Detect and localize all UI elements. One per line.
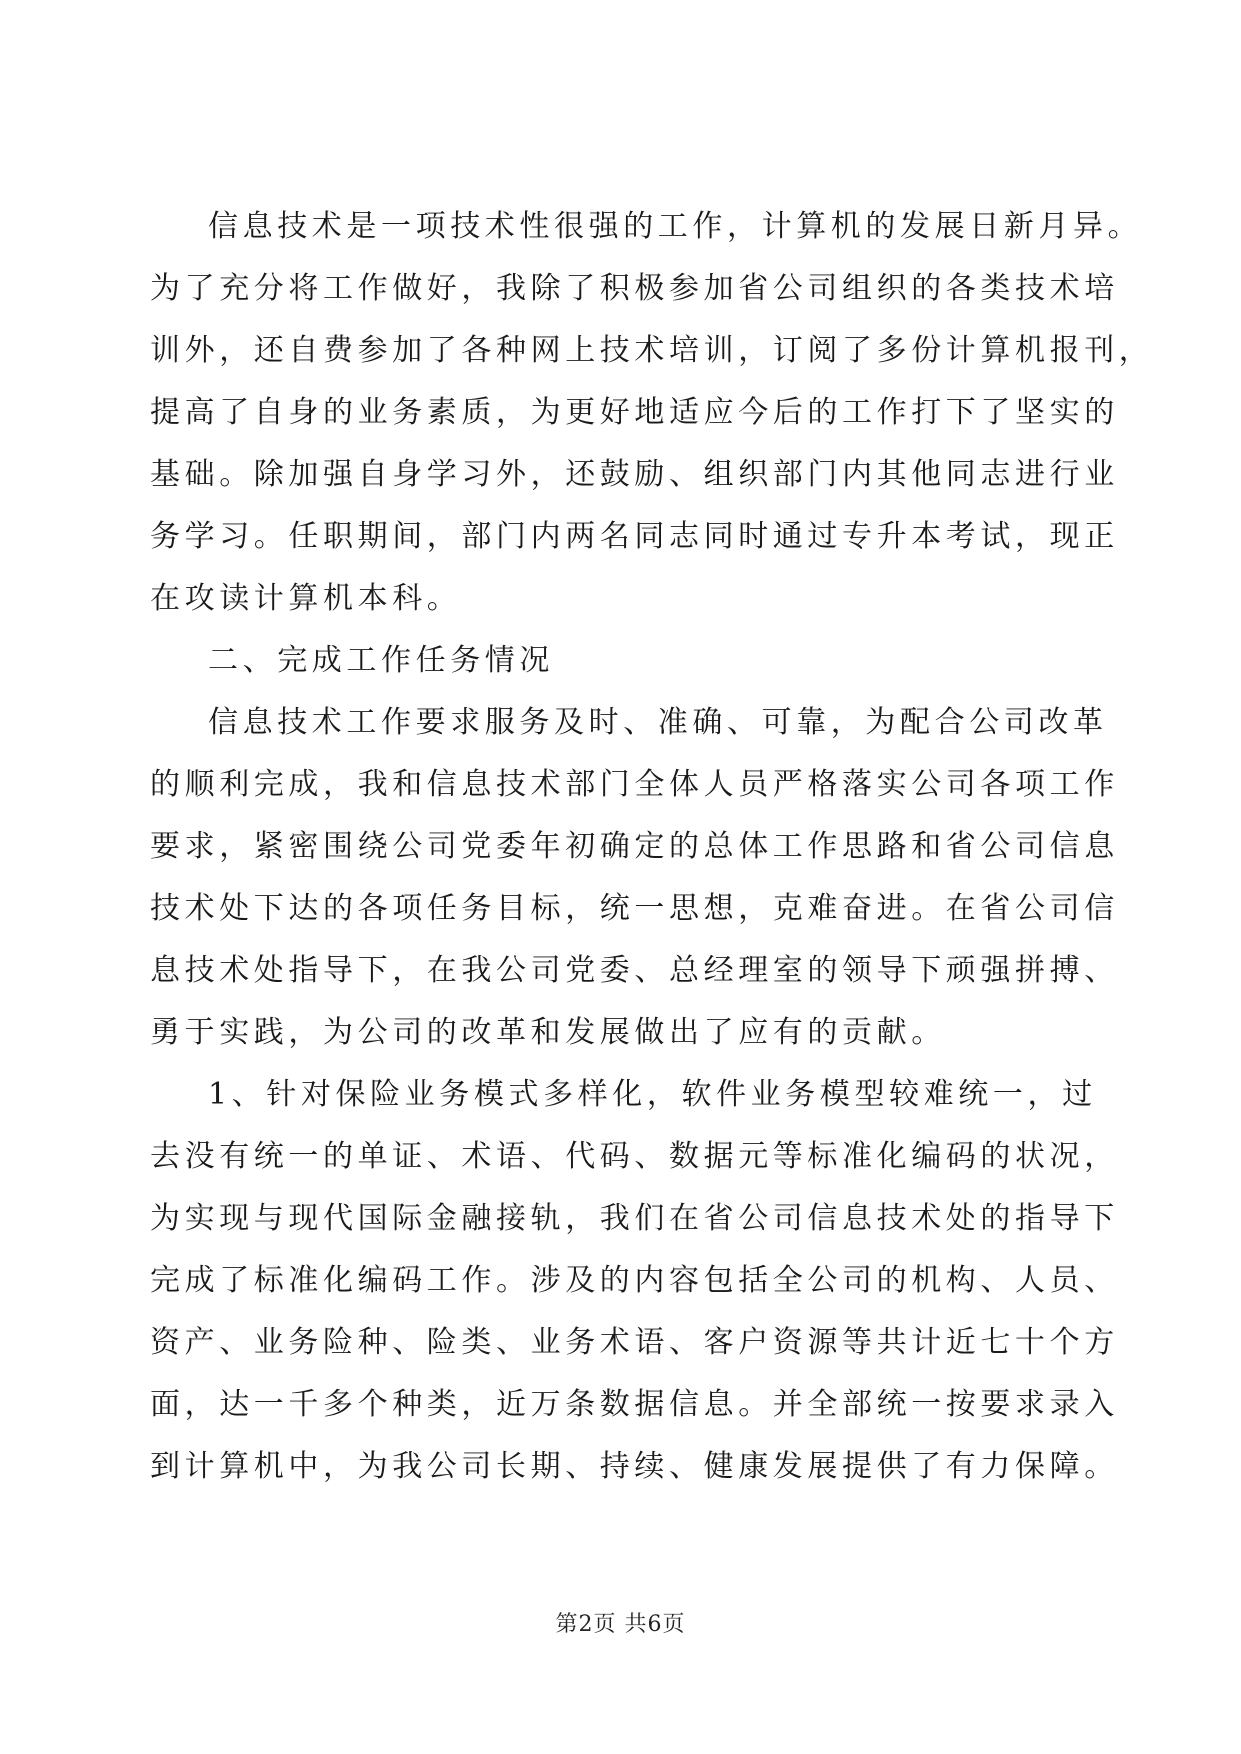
- paragraph-line: [0, 1063, 1241, 1127]
- paragraph-line: [0, 1373, 1241, 1437]
- paragraph-line: [0, 1435, 1241, 1499]
- paragraph-line: [0, 443, 1241, 507]
- line-text: 基础。除加强自身学习外，还鼓励、组织部门内其他同志进行业: [150, 457, 1119, 492]
- paragraph-line: [0, 505, 1241, 569]
- line-text: 务学习。任职期间，部门内两名同志同时通过专升本考试，现正: [150, 519, 1119, 554]
- paragraph-line: [0, 753, 1241, 817]
- paragraph-line: [0, 1311, 1241, 1375]
- paragraph-line: [0, 1249, 1241, 1313]
- paragraph-line: [0, 691, 1241, 755]
- line-text: 提高了自身的业务素质，为更好地适应今后的工作打下了坚实的: [150, 395, 1119, 430]
- page-footer: 第2页 共6页: [555, 1612, 686, 1637]
- paragraph-line: [0, 381, 1241, 445]
- line-text: 息技术处指导下，在我公司党委、总经理室的领导下顽强拼搏、: [150, 953, 1119, 988]
- line-text: 面，达一千多个种类，近万条数据信息。并全部统一按要求录入: [150, 1387, 1119, 1422]
- line-text: 信息技术工作要求服务及时、准确、可靠，为配合公司改革: [208, 705, 1108, 740]
- paragraph-line: [0, 567, 1241, 631]
- paragraph-line: [0, 195, 1241, 259]
- line-text: 训外，还自费参加了各种网上技术培训，订阅了多份计算机报刊，: [150, 333, 1154, 368]
- paragraph-line: [0, 1187, 1241, 1251]
- paragraph-line: [0, 815, 1241, 879]
- line-text: 勇于实践，为公司的改革和发展做出了应有的贡献。: [150, 1015, 946, 1050]
- line-text: 去没有统一的单证、术语、代码、数据元等标准化编码的状况，: [150, 1139, 1119, 1174]
- line-text: 到计算机中，为我公司长期、持续、健康发展提供了有力保障。: [150, 1449, 1119, 1484]
- paragraph-line: [0, 877, 1241, 941]
- line-text: 为实现与现代国际金融接轨，我们在省公司信息技术处的指导下: [150, 1201, 1119, 1236]
- line-text: 要求，紧密围绕公司党委年初确定的总体工作思路和省公司信息: [150, 829, 1119, 864]
- line-text: 为了充分将工作做好，我除了积极参加省公司组织的各类技术培: [150, 271, 1119, 306]
- line-text: 1、针对保险业务模式多样化，软件业务模型较难统一，过: [208, 1077, 1097, 1112]
- line-text: 技术处下达的各项任务目标，统一思想，克难奋进。在省公司信: [150, 891, 1119, 926]
- paragraph-line: [0, 319, 1241, 383]
- paragraph-line: [0, 1001, 1241, 1065]
- paragraph-line: [0, 939, 1241, 1003]
- line-text: 完成了标准化编码工作。涉及的内容包括全公司的机构、人员、: [150, 1263, 1119, 1298]
- heading-text: 二、完成工作任务情况: [208, 643, 554, 678]
- section-heading: [0, 629, 1241, 693]
- paragraph-line: [0, 1125, 1241, 1189]
- line-text: 在攻读计算机本科。: [150, 581, 462, 616]
- line-text: 的顺利完成，我和信息技术部门全体人员严格落实公司各项工作: [150, 767, 1119, 802]
- paragraph-line: [0, 257, 1241, 321]
- line-text: 信息技术是一项技术性很强的工作，计算机的发展日新月异。: [208, 209, 1143, 244]
- line-text: 资产、业务险种、险类、业务术语、客户资源等共计近七十个方: [150, 1325, 1119, 1360]
